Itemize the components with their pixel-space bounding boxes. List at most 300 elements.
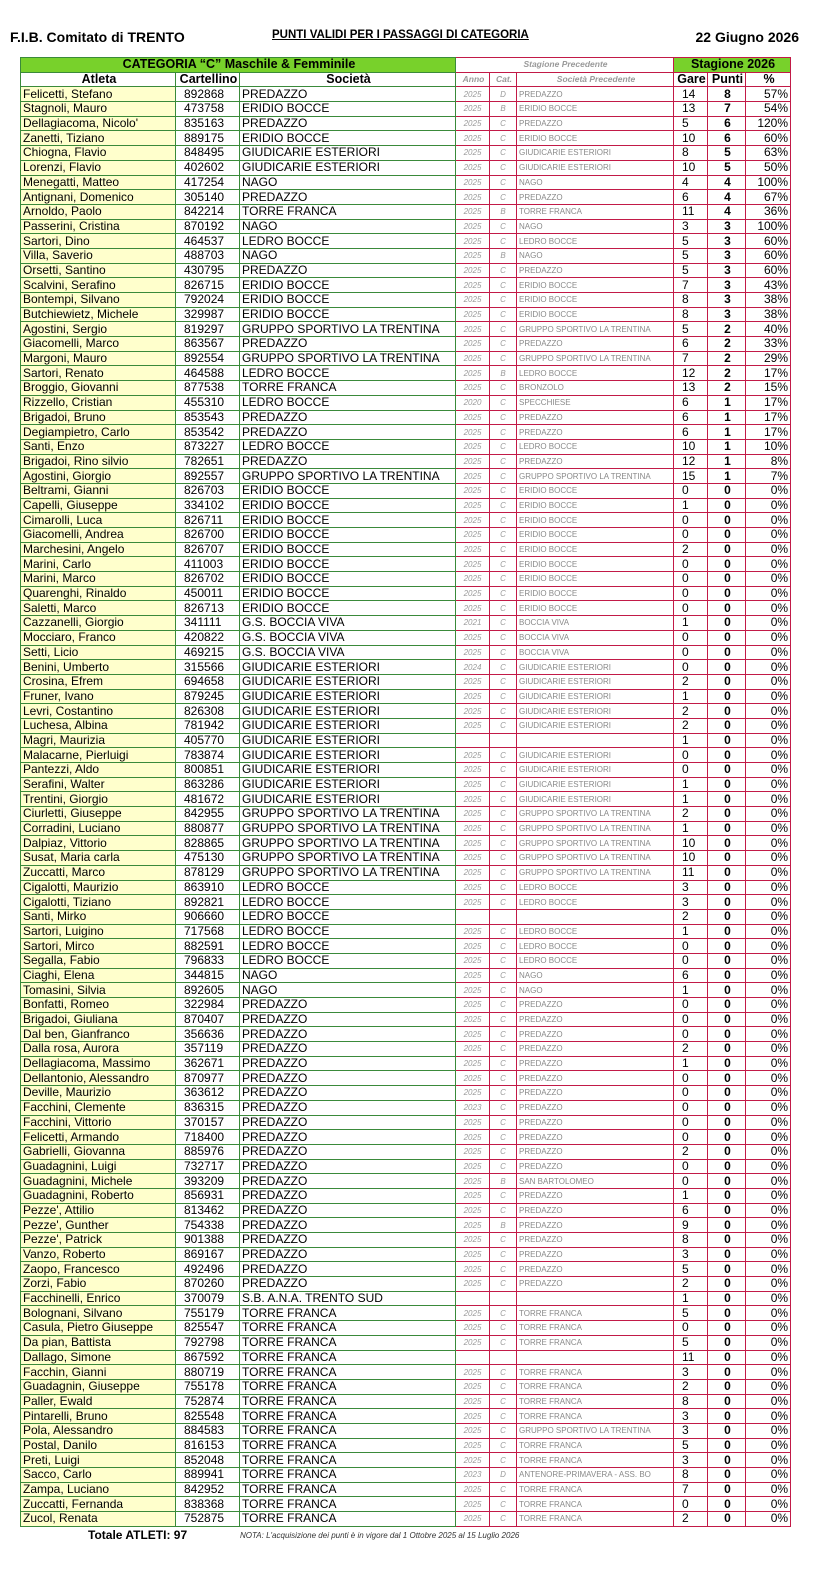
club-cell: TORRE FRANCA	[240, 1379, 456, 1394]
card-number-cell: 892821	[176, 895, 240, 910]
matches-cell: 2	[674, 1512, 708, 1527]
athlete-name-cell: Marchesini, Angelo	[21, 542, 176, 557]
card-number-cell: 842952	[176, 1482, 240, 1497]
matches-cell: 5	[674, 263, 708, 278]
percentage-cell: 0%	[746, 1497, 791, 1512]
club-cell: ERIDIO BOCCE	[240, 102, 456, 117]
athlete-name-cell: Quarenghi, Rinaldo	[21, 586, 176, 601]
percentage-cell: 0%	[746, 1071, 791, 1086]
prev-year-cell: 2025	[456, 1174, 490, 1189]
prev-club-cell: TORRE FRANCA	[517, 1335, 674, 1350]
card-number-cell: 420822	[176, 630, 240, 645]
card-number-cell: 305140	[176, 190, 240, 205]
prev-category-cell: C	[490, 953, 517, 968]
points-cell: 0	[708, 968, 746, 983]
points-cell: 0	[708, 1365, 746, 1380]
athlete-name-cell: Stagnoli, Mauro	[21, 102, 176, 117]
card-number-cell: 853542	[176, 425, 240, 440]
card-number-cell: 717568	[176, 924, 240, 939]
club-cell: TORRE FRANCA	[240, 1482, 456, 1497]
prev-year-cell: 2020	[456, 395, 490, 410]
prev-year-cell: 2025	[456, 630, 490, 645]
prev-club-cell: PREDAZZO	[517, 1100, 674, 1115]
club-cell: PREDAZZO	[240, 190, 456, 205]
percentage-cell: 0%	[746, 1218, 791, 1233]
percentage-cell: 17%	[746, 366, 791, 381]
prev-category-cell: C	[490, 1482, 517, 1497]
club-cell: PREDAZZO	[240, 1100, 456, 1115]
percentage-cell: 43%	[746, 278, 791, 293]
prev-year-cell: 2025	[456, 1438, 490, 1453]
prev-year-cell: 2025	[456, 1027, 490, 1042]
points-cell: 0	[708, 1482, 746, 1497]
matches-cell: 11	[674, 1350, 708, 1365]
table-row	[21, 1027, 791, 1042]
matches-cell: 8	[674, 1468, 708, 1483]
points-cell: 7	[708, 102, 746, 117]
prev-club-cell: BRONZOLO	[517, 381, 674, 396]
percentage-cell: 0%	[746, 586, 791, 601]
percentage-cell: 0%	[746, 542, 791, 557]
percentage-cell: 0%	[746, 1482, 791, 1497]
card-number-cell: 813462	[176, 1203, 240, 1218]
prev-year-cell: 2025	[456, 895, 490, 910]
percentage-cell: 0%	[746, 498, 791, 513]
prev-category-cell: C	[490, 674, 517, 689]
prev-category-cell: C	[490, 1497, 517, 1512]
prev-year-cell: 2025	[456, 425, 490, 440]
matches-cell: 2	[674, 807, 708, 822]
points-cell: 0	[708, 1247, 746, 1262]
points-cell: 0	[708, 660, 746, 675]
athlete-name-cell: Saletti, Marco	[21, 601, 176, 616]
prev-category-cell: C	[490, 234, 517, 249]
prev-year-cell: 2025	[456, 1262, 490, 1277]
athlete-name-cell: Pezze', Gunther	[21, 1218, 176, 1233]
club-cell: PREDAZZO	[240, 1027, 456, 1042]
prev-club-cell: PREDAZZO	[517, 263, 674, 278]
prev-club-cell: ANTENORE-PRIMAVERA - ASS. BO	[517, 1468, 674, 1483]
prev-year-cell: 2025	[456, 1365, 490, 1380]
athlete-name-cell: Postal, Danilo	[21, 1438, 176, 1453]
prev-year-cell: 2025	[456, 1188, 490, 1203]
club-cell: PREDAZZO	[240, 1277, 456, 1292]
footer-note: NOTA: L'acquisizione dei punti è in vigore dal 1 Ottobre 2025 al 15 Luglio 2026	[240, 1531, 520, 1540]
prev-category-cell: C	[490, 1306, 517, 1321]
prev-year-cell: 2025	[456, 1144, 490, 1159]
club-cell: PREDAZZO	[240, 1144, 456, 1159]
club-cell: TORRE FRANCA	[240, 1512, 456, 1527]
points-cell: 0	[708, 1027, 746, 1042]
prev-category-cell: C	[490, 1100, 517, 1115]
club-cell: ERIDIO BOCCE	[240, 293, 456, 308]
prev-club-cell: NAGO	[517, 175, 674, 190]
prev-club-cell: PREDAZZO	[517, 1159, 674, 1174]
prev-year-cell: 2025	[456, 1321, 490, 1336]
club-cell: PREDAZZO	[240, 1233, 456, 1248]
points-cell: 0	[708, 1086, 746, 1101]
prev-club-cell: ERIDIO BOCCE	[517, 528, 674, 543]
matches-cell: 3	[674, 880, 708, 895]
prev-year-cell: 2025	[456, 146, 490, 161]
prev-year-cell: 2025	[456, 234, 490, 249]
club-cell: GRUPPO SPORTIVO LA TRENTINA	[240, 469, 456, 484]
prev-club-cell: PREDAZZO	[517, 1218, 674, 1233]
prev-year-cell: 2025	[456, 219, 490, 234]
prev-year-cell: 2023	[456, 1100, 490, 1115]
points-cell: 1	[708, 425, 746, 440]
matches-cell: 2	[674, 674, 708, 689]
points-cell: 0	[708, 1188, 746, 1203]
org-title: F.I.B. Comitato di TRENTO	[10, 29, 185, 45]
matches-cell: 6	[674, 337, 708, 352]
percentage-cell: 0%	[746, 1056, 791, 1071]
points-cell: 4	[708, 175, 746, 190]
athlete-name-cell: Pantezzi, Aldo	[21, 763, 176, 778]
athlete-name-cell: Zuccatti, Marco	[21, 865, 176, 880]
club-cell: PREDAZZO	[240, 410, 456, 425]
club-cell: TORRE FRANCA	[240, 1394, 456, 1409]
prev-club-cell: BOCCIA VIVA	[517, 645, 674, 660]
matches-cell: 6	[674, 968, 708, 983]
prev-year-cell: 2025	[456, 1159, 490, 1174]
club-cell: ERIDIO BOCCE	[240, 307, 456, 322]
prev-year-cell: 2025	[456, 1409, 490, 1424]
table-row	[21, 880, 791, 895]
club-cell: TORRE FRANCA	[240, 204, 456, 219]
prev-category-cell: C	[490, 586, 517, 601]
club-cell: PREDAZZO	[240, 1218, 456, 1233]
prev-club-cell: PREDAZZO	[517, 1130, 674, 1145]
table-row	[21, 968, 791, 983]
matches-cell: 5	[674, 322, 708, 337]
athlete-name-cell: Zuccatti, Fernanda	[21, 1497, 176, 1512]
matches-cell: 0	[674, 1321, 708, 1336]
points-cell: 3	[708, 293, 746, 308]
athlete-name-cell: Sartori, Dino	[21, 234, 176, 249]
prev-category-cell: B	[490, 366, 517, 381]
matches-cell: 1	[674, 924, 708, 939]
prev-year-cell: 2025	[456, 601, 490, 616]
card-number-cell: 884583	[176, 1423, 240, 1438]
prev-club-cell: ERIDIO BOCCE	[517, 586, 674, 601]
prev-club-cell: PREDAZZO	[517, 1086, 674, 1101]
prev-category-cell: C	[490, 1394, 517, 1409]
matches-cell: 0	[674, 1012, 708, 1027]
prev-year-cell	[456, 1350, 490, 1365]
athlete-name-cell: Degiampietro, Carlo	[21, 425, 176, 440]
prev-category-cell: C	[490, 1233, 517, 1248]
card-number-cell: 405770	[176, 733, 240, 748]
points-cell: 0	[708, 557, 746, 572]
prev-club-cell	[517, 1291, 674, 1306]
card-number-cell: 870977	[176, 1071, 240, 1086]
prev-club-cell: LEDRO BOCCE	[517, 924, 674, 939]
season-title: Stagione 2026	[674, 58, 791, 73]
club-cell: LEDRO BOCCE	[240, 366, 456, 381]
athlete-name-cell: Brigadoi, Rino silvio	[21, 454, 176, 469]
prev-club-cell: PREDAZZO	[517, 1012, 674, 1027]
percentage-cell: 17%	[746, 395, 791, 410]
table-row	[21, 439, 791, 454]
percentage-cell: 60%	[746, 263, 791, 278]
matches-cell: 0	[674, 1086, 708, 1101]
percentage-cell: 0%	[746, 909, 791, 924]
prev-club-cell: GRUPPO SPORTIVO LA TRENTINA	[517, 322, 674, 337]
table-row	[21, 674, 791, 689]
athlete-name-cell: Guadagnini, Luigi	[21, 1159, 176, 1174]
points-cell: 0	[708, 1218, 746, 1233]
total-label: Totale ATLETI:	[88, 1528, 171, 1542]
matches-cell: 0	[674, 630, 708, 645]
table-row	[21, 307, 791, 322]
table-row	[21, 1438, 791, 1453]
table-row	[21, 557, 791, 572]
prev-category-cell: C	[490, 1188, 517, 1203]
points-cell: 0	[708, 718, 746, 733]
table-row	[21, 234, 791, 249]
card-number-cell: 370157	[176, 1115, 240, 1130]
athlete-name-cell: Sacco, Carlo	[21, 1468, 176, 1483]
prev-category-cell: C	[490, 1130, 517, 1145]
matches-cell: 1	[674, 792, 708, 807]
prev-category-cell: C	[490, 777, 517, 792]
card-number-cell: 826702	[176, 572, 240, 587]
prev-club-cell: GRUPPO SPORTIVO LA TRENTINA	[517, 851, 674, 866]
table-row	[21, 337, 791, 352]
card-number-cell: 826713	[176, 601, 240, 616]
card-number-cell: 718400	[176, 1130, 240, 1145]
prev-club-cell: NAGO	[517, 968, 674, 983]
club-cell: TORRE FRANCA	[240, 1453, 456, 1468]
club-cell: ERIDIO BOCCE	[240, 572, 456, 587]
club-cell: S.B. A.N.A. TRENTO SUD	[240, 1291, 456, 1306]
points-cell: 0	[708, 1159, 746, 1174]
table-row	[21, 263, 791, 278]
card-number-cell: 870260	[176, 1277, 240, 1292]
matches-cell: 1	[674, 1291, 708, 1306]
card-number-cell: 315566	[176, 660, 240, 675]
points-cell: 2	[708, 381, 746, 396]
club-cell: LEDRO BOCCE	[240, 939, 456, 954]
club-cell: ERIDIO BOCCE	[240, 483, 456, 498]
points-cell: 0	[708, 733, 746, 748]
table-row	[21, 1335, 791, 1350]
matches-cell: 0	[674, 763, 708, 778]
prev-club-cell: ERIDIO BOCCE	[517, 102, 674, 117]
prev-category-cell: C	[490, 278, 517, 293]
table-row	[21, 572, 791, 587]
club-cell: NAGO	[240, 983, 456, 998]
prev-year-cell: 2025	[456, 1512, 490, 1527]
prev-club-cell: GIUDICARIE ESTERIORI	[517, 689, 674, 704]
col-header-cat: Cat.	[490, 72, 517, 87]
prev-club-cell: PREDAZZO	[517, 190, 674, 205]
table-row	[21, 807, 791, 822]
prev-year-cell: 2025	[456, 1306, 490, 1321]
club-cell: PREDAZZO	[240, 998, 456, 1013]
points-cell: 0	[708, 630, 746, 645]
matches-cell: 0	[674, 1159, 708, 1174]
prev-club-cell: LEDRO BOCCE	[517, 234, 674, 249]
prev-year-cell: 2025	[456, 865, 490, 880]
matches-cell: 1	[674, 689, 708, 704]
percentage-cell: 8%	[746, 454, 791, 469]
prev-category-cell: C	[490, 219, 517, 234]
athlete-name-cell: Casula, Pietro Giuseppe	[21, 1321, 176, 1336]
matches-cell: 5	[674, 1306, 708, 1321]
points-cell: 8	[708, 87, 746, 102]
athlete-name-cell: Crosina, Efrem	[21, 674, 176, 689]
card-number-cell: 344815	[176, 968, 240, 983]
card-number-cell: 796833	[176, 953, 240, 968]
prev-club-cell: PREDAZZO	[517, 998, 674, 1013]
points-cell: 0	[708, 953, 746, 968]
matches-cell: 5	[674, 248, 708, 263]
prev-club-cell: NAGO	[517, 983, 674, 998]
prev-category-cell: C	[490, 718, 517, 733]
card-number-cell: 826308	[176, 704, 240, 719]
prev-year-cell	[456, 1291, 490, 1306]
athlete-name-cell: Agostini, Giorgio	[21, 469, 176, 484]
prev-year-cell: 2025	[456, 454, 490, 469]
prev-category-cell: C	[490, 763, 517, 778]
prev-category-cell: C	[490, 748, 517, 763]
matches-cell: 12	[674, 454, 708, 469]
prev-year-cell: 2025	[456, 998, 490, 1013]
club-cell: GRUPPO SPORTIVO LA TRENTINA	[240, 351, 456, 366]
percentage-cell: 0%	[746, 1115, 791, 1130]
percentage-cell: 38%	[746, 293, 791, 308]
table-row	[21, 160, 791, 175]
card-number-cell: 417254	[176, 175, 240, 190]
total-athletes	[88, 1528, 187, 1542]
athlete-name-cell: Bontempi, Silvano	[21, 293, 176, 308]
matches-cell: 2	[674, 1277, 708, 1292]
table-row	[21, 748, 791, 763]
prev-category-cell: C	[490, 924, 517, 939]
athlete-name-cell: Zanetti, Tiziano	[21, 131, 176, 146]
prev-club-cell: PREDAZZO	[517, 1188, 674, 1203]
table-row	[21, 733, 791, 748]
club-cell: GRUPPO SPORTIVO LA TRENTINA	[240, 807, 456, 822]
points-cell: 0	[708, 939, 746, 954]
percentage-cell: 0%	[746, 895, 791, 910]
percentage-cell: 0%	[746, 968, 791, 983]
points-cell: 0	[708, 1012, 746, 1027]
matches-cell: 3	[674, 1453, 708, 1468]
matches-cell: 11	[674, 204, 708, 219]
prev-year-cell: 2025	[456, 1453, 490, 1468]
athlete-name-cell: Agostini, Sergio	[21, 322, 176, 337]
prev-club-cell: TORRE FRANCA	[517, 1453, 674, 1468]
athlete-name-cell: Capelli, Giuseppe	[21, 498, 176, 513]
matches-cell: 9	[674, 1218, 708, 1233]
points-cell: 3	[708, 263, 746, 278]
prev-category-cell: C	[490, 821, 517, 836]
percentage-cell: 0%	[746, 1335, 791, 1350]
prev-category-cell: C	[490, 1277, 517, 1292]
prev-club-cell: GIUDICARIE ESTERIORI	[517, 777, 674, 792]
card-number-cell: 363612	[176, 1086, 240, 1101]
percentage-cell: 0%	[746, 1365, 791, 1380]
percentage-cell: 0%	[746, 998, 791, 1013]
prev-year-cell: 2025	[456, 1012, 490, 1027]
prev-category-cell: C	[490, 1247, 517, 1262]
athlete-name-cell: Dellagiacoma, Nicolo'	[21, 116, 176, 131]
points-cell: 0	[708, 1056, 746, 1071]
points-cell: 0	[708, 998, 746, 1013]
points-cell: 0	[708, 1144, 746, 1159]
points-cell: 0	[708, 836, 746, 851]
prev-year-cell: 2025	[456, 528, 490, 543]
card-number-cell: 694658	[176, 674, 240, 689]
points-cell: 0	[708, 483, 746, 498]
card-number-cell: 892868	[176, 87, 240, 102]
athlete-name-cell: Levri, Costantino	[21, 704, 176, 719]
points-cell: 0	[708, 689, 746, 704]
club-cell: PREDAZZO	[240, 454, 456, 469]
percentage-cell: 0%	[746, 616, 791, 631]
club-cell: TORRE FRANCA	[240, 1423, 456, 1438]
prev-club-cell: PREDAZZO	[517, 87, 674, 102]
prev-year-cell: 2025	[456, 572, 490, 587]
prev-year-cell: 2025	[456, 777, 490, 792]
prev-club-cell: TORRE FRANCA	[517, 204, 674, 219]
table-row	[21, 851, 791, 866]
percentage-cell: 40%	[746, 322, 791, 337]
prev-year-cell: 2025	[456, 278, 490, 293]
points-cell: 0	[708, 1379, 746, 1394]
athlete-name-cell: Benini, Umberto	[21, 660, 176, 675]
prev-category-cell	[490, 1350, 517, 1365]
table-row	[21, 1056, 791, 1071]
percentage-cell: 0%	[746, 821, 791, 836]
prev-club-cell: TORRE FRANCA	[517, 1306, 674, 1321]
athlete-name-cell: Ciurletti, Giuseppe	[21, 807, 176, 822]
athlete-name-cell: Menegatti, Matteo	[21, 175, 176, 190]
prev-year-cell: 2025	[456, 557, 490, 572]
prev-category-cell: C	[490, 1159, 517, 1174]
ranking-table	[20, 57, 791, 1527]
table-row	[21, 704, 791, 719]
table-row	[21, 630, 791, 645]
prev-club-cell: GRUPPO SPORTIVO LA TRENTINA	[517, 821, 674, 836]
matches-cell: 2	[674, 542, 708, 557]
card-number-cell: 863567	[176, 337, 240, 352]
matches-cell: 8	[674, 1233, 708, 1248]
points-cell: 0	[708, 1071, 746, 1086]
athlete-name-cell: Corradini, Luciano	[21, 821, 176, 836]
prev-category-cell: C	[490, 616, 517, 631]
table-row	[21, 953, 791, 968]
prev-category-cell: C	[490, 557, 517, 572]
percentage-cell: 60%	[746, 131, 791, 146]
prev-club-cell: ERIDIO BOCCE	[517, 542, 674, 557]
table-row	[21, 836, 791, 851]
athlete-name-cell: Giacomelli, Marco	[21, 337, 176, 352]
prev-club-cell: TORRE FRANCA	[517, 1365, 674, 1380]
prev-category-cell: C	[490, 469, 517, 484]
athlete-name-cell: Tomasini, Silvia	[21, 983, 176, 998]
percentage-cell: 0%	[746, 777, 791, 792]
card-number-cell: 334102	[176, 498, 240, 513]
percentage-cell: 0%	[746, 1144, 791, 1159]
athlete-name-cell: Margoni, Mauro	[21, 351, 176, 366]
prev-club-cell: ERIDIO BOCCE	[517, 293, 674, 308]
prev-year-cell: 2021	[456, 616, 490, 631]
matches-cell: 1	[674, 498, 708, 513]
